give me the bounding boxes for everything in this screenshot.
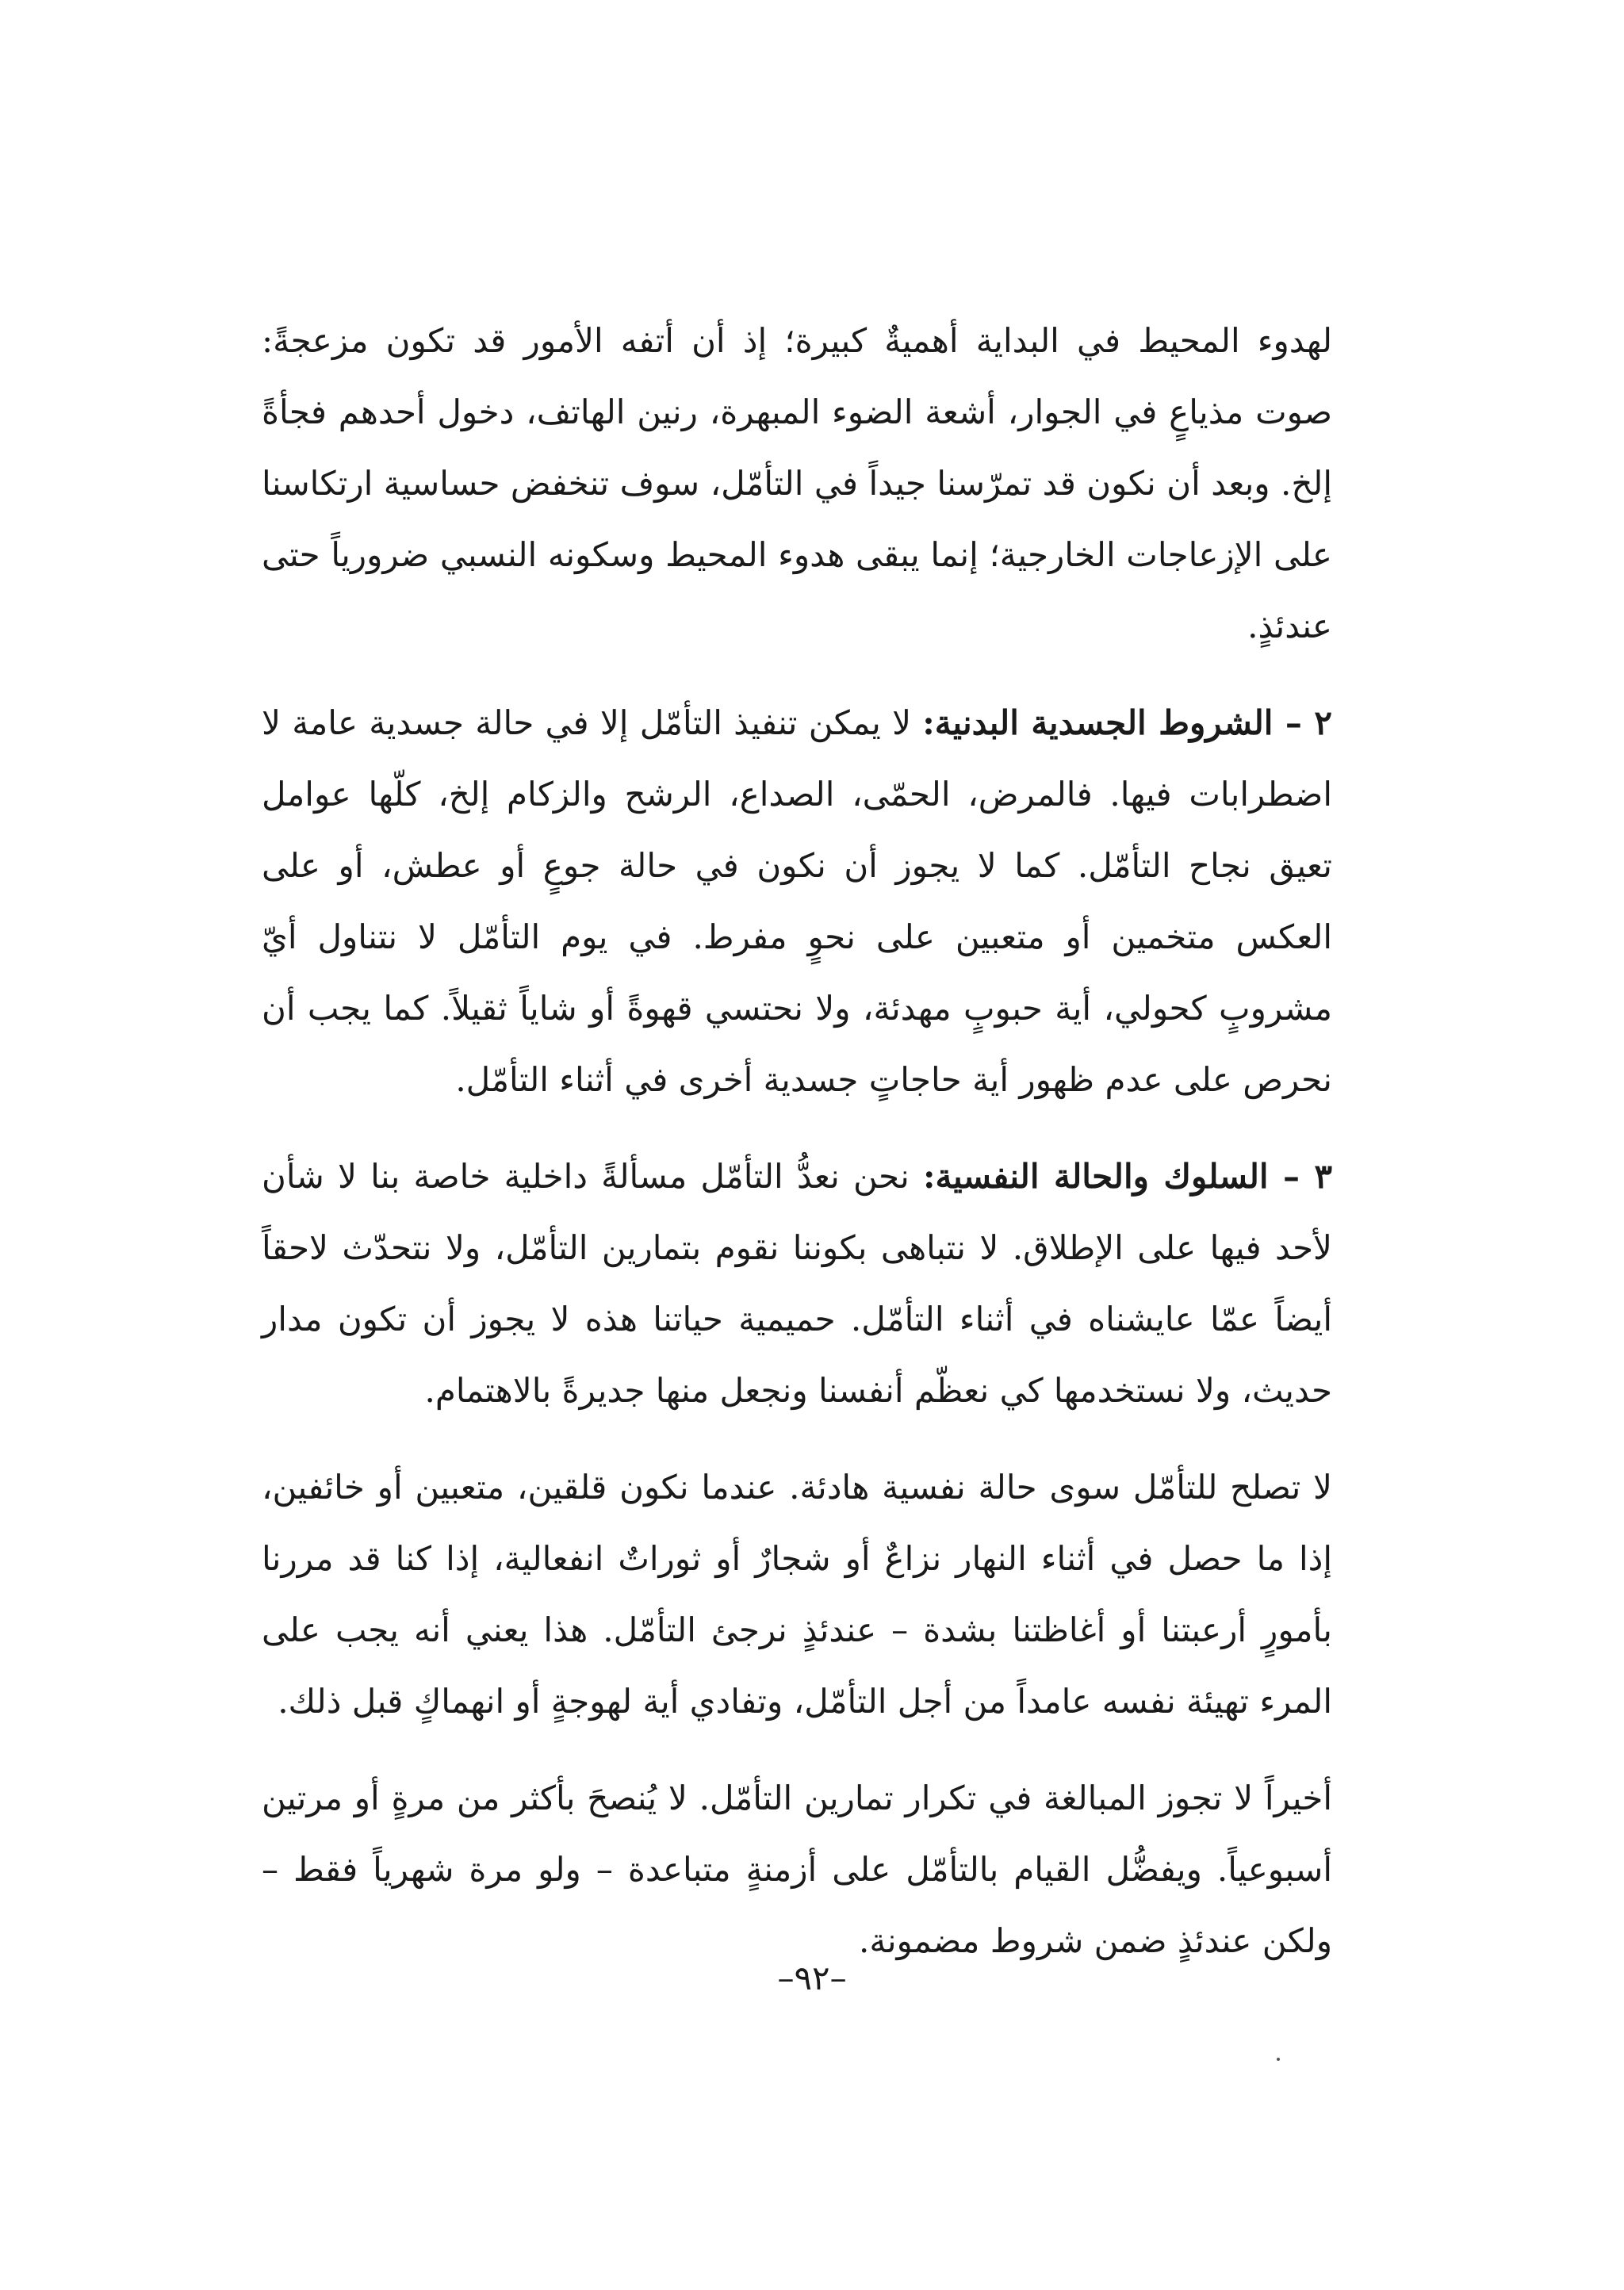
paragraph-text: لهدوء المحيط في البداية أهميةٌ كبيرة؛ إذ أن أتفه الأمور قد تكون مزعجةً: صوت مذياعٍ في الجوار، أشعة الضوء المبهرة، رنين الهاتف، دخول أحدهم فجأةً إلخ. وبعد أن نكون قد تمرّسنا جيداً في التأمّل، سوف تنخفض حساسية ارتكاسنا على الإزعاجات الخارجية؛ إنما يبقى هدوء المحيط وسكونه النسبي ضرورياً حتى عندئذٍ. [262, 321, 1332, 645]
section-heading: ٢ – الشروط الجسدية البدنية: [922, 703, 1332, 742]
paragraph-text: لا تصلح للتأمّل سوى حالة نفسية هادئة. عندما نكون قلقين، متعبين أو خائفين، إذا ما حصل في أثناء النهار نزاعٌ أو شجارٌ أو ثوراتٌ انفعالية، إذا كنا قد مررنا بأمورٍ أرعبتنا أو أغاظتنا بشدة – عندئذٍ نرجئ التأمّل. هذا يعني أنه يجب على المرء تهيئة نفسه عامداً من أجل التأمّل، وتفادي أية لهوجةٍ أو انهماكٍ قبل ذلك. [262, 1468, 1332, 1721]
scan-speck [1277, 2058, 1280, 2061]
page-number: –٩٢– [777, 1959, 847, 1997]
paragraph-physical-conditions [262, 687, 1332, 1116]
section-heading: ٣ – السلوك والحالة النفسية: [922, 1157, 1332, 1196]
paragraph-behavior-psychology [262, 1141, 1332, 1426]
paragraph-text: نحن نعدُّ التأمّل مسألةً داخلية خاصة بنا لا شأن لأحد فيها على الإطلاق. لا نتباهى بكوننا نقوم بتمارين التأمّل، ولا نتحدّث لاحقاً أيضاً عمّا عايشناه في أثناء التأمّل. حميمية حياتنا هذه لا يجوز أن تكون مدار حديث، ولا نستخدمها كي نعظّم أنفسنا ونجعل منها جديرةً بالاهتمام. [262, 1157, 1332, 1410]
paragraph-text: لا يمكن تنفيذ التأمّل إلا في حالة جسدية عامة لا اضطرابات فيها. فالمرض، الحمّى، الصداع، الرشح والزكام إلخ، كلّها عوامل تعيق نجاح التأمّل. كما لا يجوز أن نكون في حالة جوعٍ أو عطش، أو على العكس متخمين أو متعبين على نحوٍ مفرط. في يوم التأمّل لا نتناول أيّ مشروبٍ كحولي، أية حبوبٍ مهدئة، ولا نحتسي قهوةً أو شاياً ثقيلاً. كما يجب أن نحرص على عدم ظهور أية حاجاتٍ جسدية أخرى في أثناء التأمّل. [262, 703, 1332, 1099]
paragraph-frequency [262, 1763, 1332, 1977]
paragraph-ambient-quiet [262, 305, 1332, 662]
paragraph-calm-state [262, 1452, 1332, 1737]
paragraph-text: أخيراً لا تجوز المبالغة في تكرار تمارين التأمّل. لا يُنصحَ بأكثر من مرةٍ أو مرتين أسبوعياً. ويفضُّل القيام بالتأمّل على أزمنةٍ متباعدة – ولو مرة شهرياً فقط – ولكن عندئذٍ ضمن شروط مضمونة. [262, 1779, 1332, 1960]
body-text [262, 305, 1332, 2002]
